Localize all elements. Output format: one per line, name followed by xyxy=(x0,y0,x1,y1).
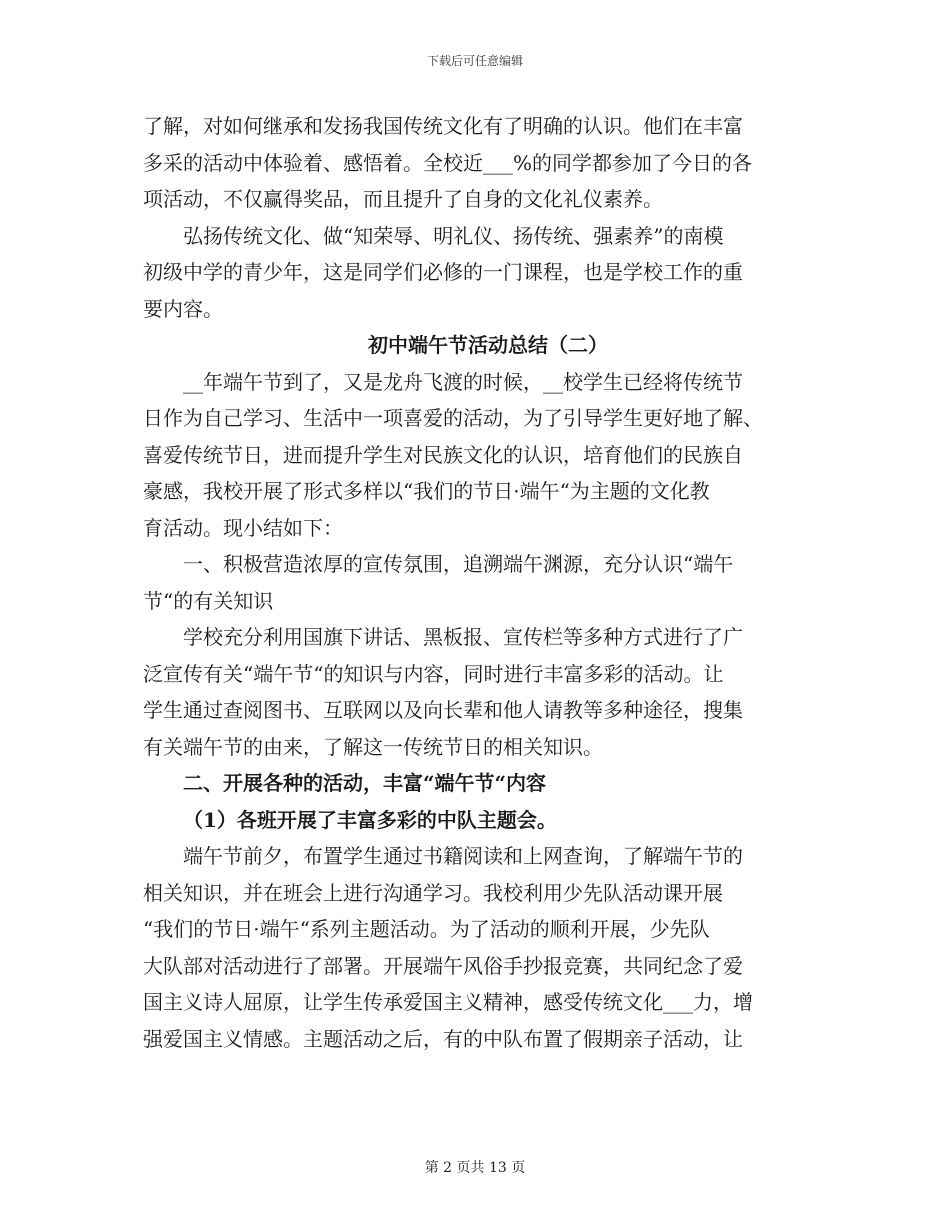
text-line: 学生通过查阅图书、互联网以及向长辈和他人请教等多种途径，搜集 xyxy=(143,698,743,722)
text-line: 豪感，我校开展了形式多样以“我们的节日·端午“为主题的文化教 xyxy=(143,479,710,503)
text-line: 有关端午节的由来，了解这一传统节日的相关知识。 xyxy=(143,734,603,759)
paragraph-first-line: 一、积极营造浓厚的宣传氛围，追溯端午渊源，充分认识“端午 xyxy=(183,552,734,576)
text-line: 项活动，不仅赢得奖品，而且提升了自身的文化礼仪素养。 xyxy=(143,187,663,211)
document-body xyxy=(143,108,813,1057)
text-line: 要内容。 xyxy=(143,296,223,321)
paragraph-first-line: __年端午节到了，又是龙舟飞渡的时候，__校学生已经将传统节 xyxy=(183,369,743,394)
text-line: 国主义诗人屈原，让学生传承爱国主义精神，感受传统文化___力，增 xyxy=(143,990,753,1014)
text-line: 泛宣传有关“端午节“的知识与内容，同时进行丰富多彩的活动。让 xyxy=(143,661,724,686)
paragraph-first-line: 端午节前夕，布置学生通过书籍阅读和上网查询，了解端午节的 xyxy=(183,844,743,868)
text-line: “我们的节日·端午“系列主题活动。为了活动的顺利开展，少先队 xyxy=(143,917,710,941)
text-line: 强爱国主义情感。主题活动之后，有的中队布置了假期亲子活动，让 xyxy=(143,1026,743,1051)
text-line: 了解，对如何继承和发扬我国传统文化有了明确的认识。他们在丰富 xyxy=(143,114,743,138)
page-header: 下载后可任意编辑 xyxy=(426,54,523,68)
text-line: 育活动。现小结如下： xyxy=(143,515,343,540)
text-line: 节“的有关知识 xyxy=(143,588,274,613)
text-line: 相关知识，并在班会上进行沟通学习。我校利用少先队活动课开展 xyxy=(143,880,723,905)
paragraph-first-line: 弘扬传统文化、做“知荣辱、明礼仪、扬传统、强素养”的南模 xyxy=(183,223,724,248)
text-line: 喜爱传统节日，进而提升学生对民族文化的认识，培育他们的民族自 xyxy=(143,442,743,467)
section-heading: （1）各班开展了丰富多彩的中队主题会。 xyxy=(183,807,557,832)
text-line: 大队部对活动进行了部署。开展端午风俗手抄报竞赛，共同纪念了爱 xyxy=(143,953,743,978)
text-line: 日作为自己学习、生活中一项喜爱的活动，为了引导学生更好地了解、 xyxy=(143,406,763,430)
paragraph-first-line: 学校充分利用国旗下讲话、黑板报、宣传栏等多种方式进行了广 xyxy=(183,625,743,649)
text-line: 初级中学的青少年，这是同学们必修的一门课程，也是学校工作的重 xyxy=(143,260,743,284)
page-footer: 第 2 页共 13 页 xyxy=(424,1160,526,1176)
section-heading: 二、开展各种的活动，丰富“端午节“内容 xyxy=(183,771,547,795)
section-title: 初中端午节活动总结（二） xyxy=(368,333,608,357)
text-line: 多采的活动中体验着、感悟着。全校近___%的同学都参加了今日的各 xyxy=(143,150,753,175)
